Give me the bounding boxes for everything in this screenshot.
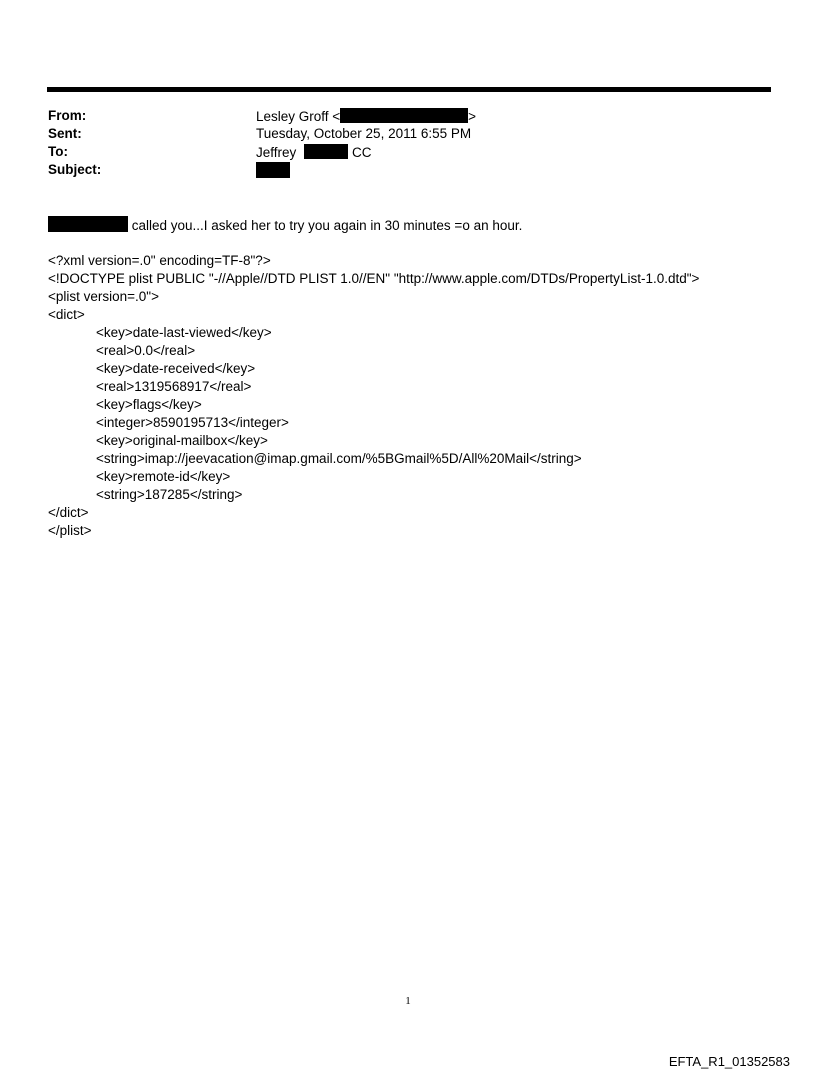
to-value [256, 144, 372, 160]
document-id: EFTA_R1_01352583 [668, 1054, 790, 1069]
plist-line: <real>0.0</real> [96, 343, 196, 358]
sent-label: Sent: [48, 126, 82, 141]
from-suffix: > [468, 109, 477, 124]
plist-line: <key>date-received</key> [96, 361, 256, 376]
from-value [256, 108, 476, 124]
to-name: Jeffrey [256, 145, 297, 160]
message-line [48, 216, 522, 233]
plist-line: <string>imap://jeevacation@imap.gmail.com/%5BGmail%5D/All%20Mail</string> [96, 451, 582, 466]
plist-line: <plist version=.0"> [48, 289, 159, 304]
plist-line: <key>remote-id</key> [96, 469, 231, 484]
plist-line: <!DOCTYPE plist PUBLIC "-//Apple//DTD PLIST 1.0//EN" "http://www.apple.com/DTDs/PropertyList-1.0.dtd"> [48, 271, 700, 286]
subject-value [256, 162, 290, 179]
plist-block [48, 252, 699, 540]
subject-label: Subject: [48, 162, 102, 177]
plist-line: </dict> [48, 505, 89, 520]
redaction-bar [340, 108, 468, 123]
plist-line: <?xml version=.0" encoding=TF-8"?> [48, 253, 271, 268]
header-rule [47, 87, 771, 92]
redaction-bar [304, 144, 348, 159]
plist-line: <dict> [48, 307, 85, 322]
plist-line: <integer>8590195713</integer> [96, 415, 289, 430]
message-text: called you...I asked her to try you again in 30 minutes =o an hour. [128, 218, 523, 233]
plist-line: <key>original-mailbox</key> [96, 433, 268, 448]
plist-line: <real>1319568917</real> [96, 379, 252, 394]
sent-value: Tuesday, October 25, 2011 6:55 PM [256, 126, 472, 141]
to-suffix: CC [352, 145, 372, 160]
plist-line: <key>flags</key> [96, 397, 202, 412]
from-label: From: [48, 108, 87, 123]
redaction-bar [256, 162, 290, 178]
plist-line: <string>187285</string> [96, 487, 243, 502]
redaction-bar [48, 216, 128, 232]
from-name: Lesley Groff < [256, 109, 341, 124]
page-number: 1 [405, 995, 411, 1007]
plist-line: </plist> [48, 523, 92, 538]
to-label: To: [48, 144, 68, 159]
plist-line: <key>date-last-viewed</key> [96, 325, 272, 340]
